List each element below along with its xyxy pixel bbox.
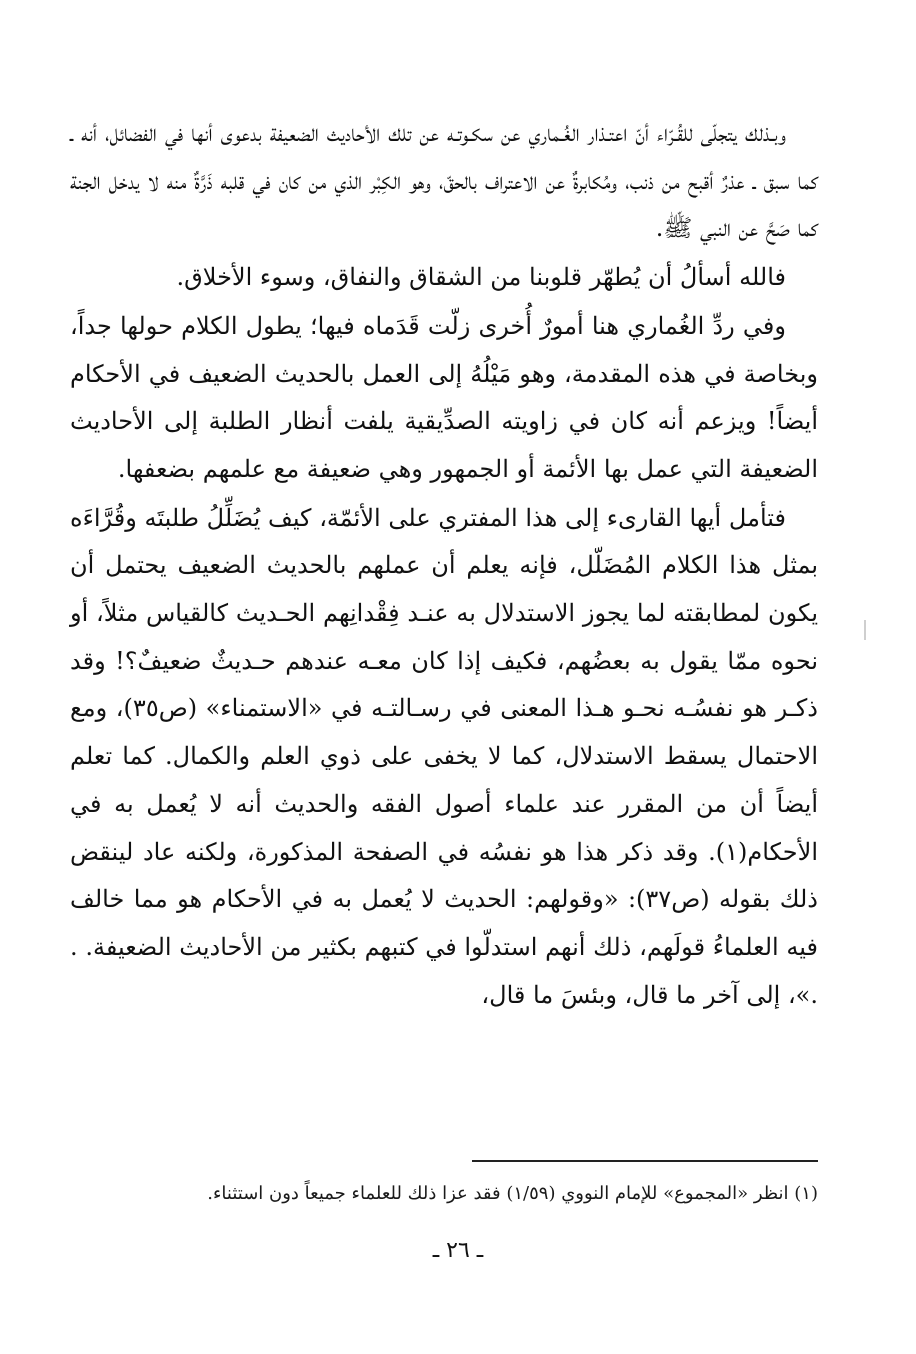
paragraph-4: فتأمل أيها القارىء إلى هذا المفتري على الأئمّة، كيف يُضَلِّلُ طلبتَه وقُرَّاءَه بمثل هذا الكلام المُضَلّل، فإنه يعلم أن عملهم بالحديث الضعيف يحتمل أن يكون لمطابقته لما يجوز الاستدلال به عنـد فِقْدانِهم الحـديث كالقياس مثلاً، أو نحوه ممّا يقول به بعضُهم، فكيف إذا كان معـه عندهم حـديثٌ ضعيفٌ؟! وقد ذكـر هو نفسُـه نحـو هـذا المعنى في رسـالتـه في «الاستمناء» (ص٣٥)، ومع الاحتمال يسقط الاستدلال، كما لا يخفى على ذوي العلم والكمال. كما تعلم أيضاً أن من المقرر عند علماء أصول الفقه والحديث أنه لا يُعمل به في الأحكام(١). وقد ذكر هذا هو نفسُه في الصفحة المذكورة، ولكنه عاد لينقض ذلك بقوله (ص٣٧): «وقولهم: الحديث لا يُعمل به في الأحكام هو مما خالف فيه العلماءُ قولَهم، ذلك أنهم استدلّوا في كتبهم بكثير من الأحاديث الضعيفة. . .»، إلى آخر ما قال، وبئسَ ما قال، bbox=[70, 503, 818, 1009]
paragraph-1: وبـذلك يتجلّى للقُـرّاء أنّ اعتـذار الغُـماري عن سكـوتـه عن تلك الأحاديث الضعيفة بدعوى أنها في الفضائل، أنه ـ كما سبق ـ عذرٌ أقبح من ذنب، ومُكابرةٌ عن الاعتراف بالحقّ، وهو الكِبْر الذي من كان في قلبه ذَرَّةٌ منه لا يدخل الجنة كما صَحَّ عن النبي ﷺ. bbox=[70, 119, 818, 243]
paragraph-2: فالله أسألُ أن يُطهّر قلوبنا من الشقاق والنفاق، وسوء الأخلاق. bbox=[176, 263, 786, 292]
footnote-separator bbox=[472, 1160, 818, 1162]
page-number: ـ ٢٦ ـ bbox=[432, 1238, 484, 1263]
paragraph-3: وفي ردِّ الغُماري هنا أمورٌ أُخرى زلّت قَدَماه فيها؛ يطول الكلام حولها جداً، وبخاصة في هذه المقدمة، وهو مَيْلُهُ إلى العمل بالحديث الضعيف في الأحكام أيضاً! ويزعم أنه كان في زاويته الصدِّيقية يلفت أنظار الطلبة إلى الأحاديث الضعيفة التي عمل بها الأئمة أو الجمهور وهي ضعيفة مع علمهم بضعفها. bbox=[70, 311, 818, 483]
scan-artifact bbox=[864, 620, 866, 640]
footnote: (١) انظر «المجموع» للإمام النووي (١/٥٩) فقد عزا ذلك للعلماء جميعاً دون استثناء. bbox=[207, 1183, 818, 1204]
main-text bbox=[70, 110, 818, 1019]
